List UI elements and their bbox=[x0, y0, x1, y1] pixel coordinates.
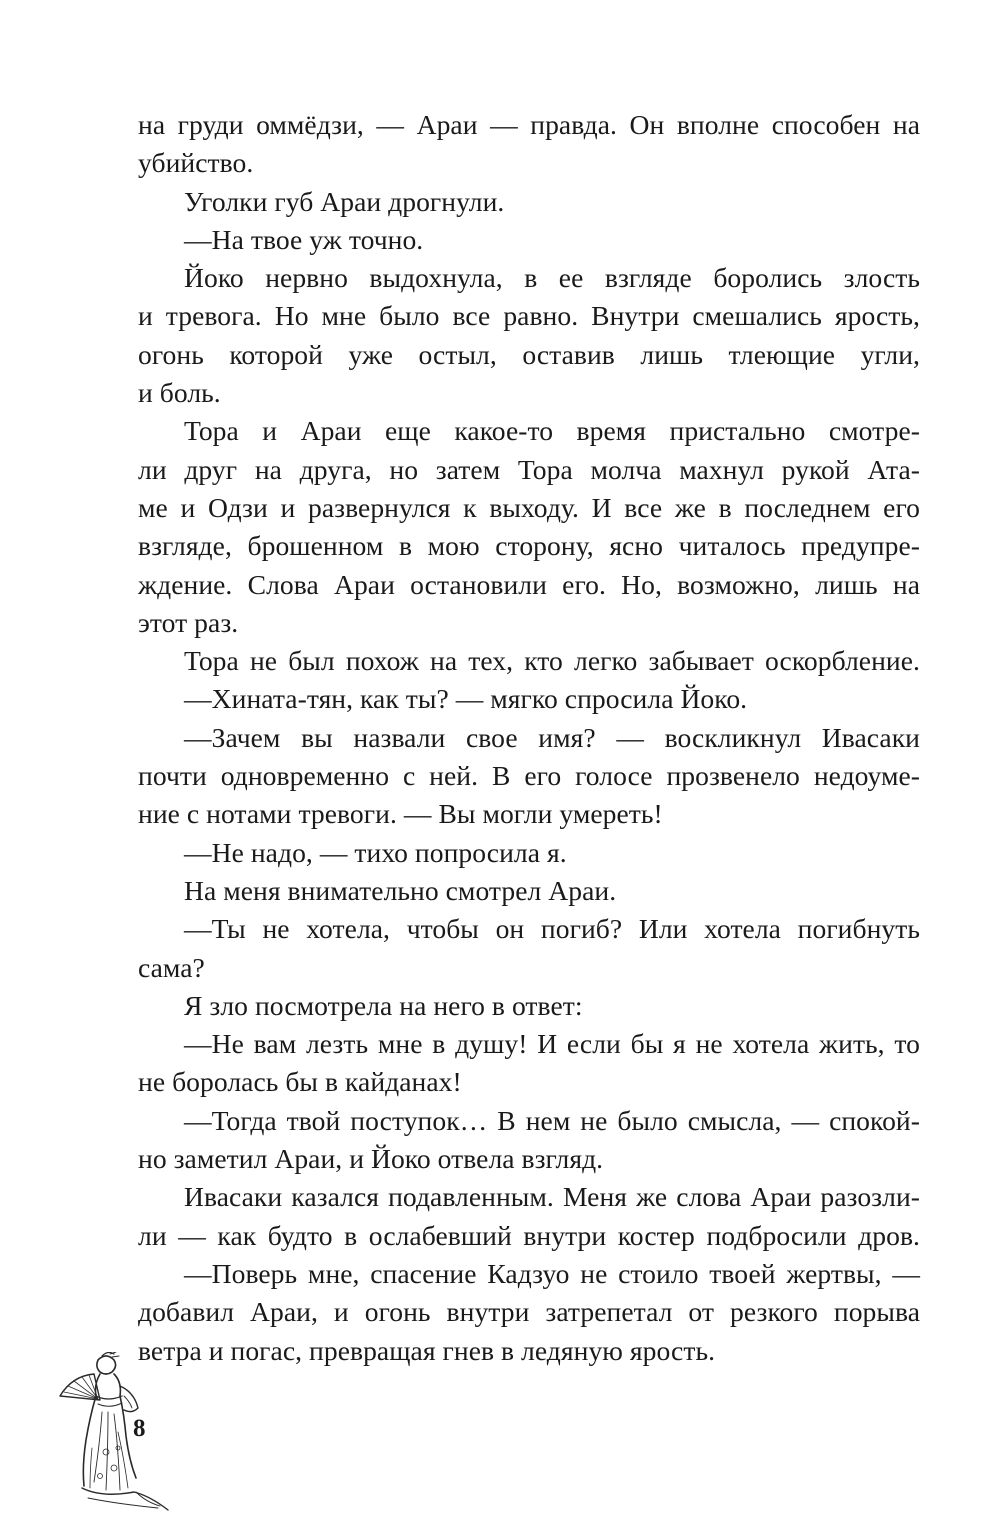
text-line: и боль. bbox=[138, 377, 221, 409]
text-line: Я зло посмотрела на него в ответ: bbox=[184, 989, 583, 1021]
text-line: убийство. bbox=[138, 147, 254, 179]
text-line: —Не надо, — тихо попросила я. bbox=[184, 836, 567, 868]
text-line: Тора и Араи еще какое-то время пристально смотре- bbox=[184, 415, 920, 447]
text-line: сама? bbox=[138, 951, 205, 983]
text-line: —Ты не хотела, чтобы он погиб? Или хотела погибнуть bbox=[184, 913, 920, 945]
text-line: На меня внимательно смотрел Араи. bbox=[184, 874, 617, 906]
text-line: ли — как будто в ослабевший внутри костер подбросили дров. bbox=[138, 1219, 920, 1251]
text-line: Тора не был похож на тех, кто легко забывает оскорбление. bbox=[184, 645, 920, 677]
text-line: не боролась бы в кайданах! bbox=[138, 1066, 462, 1098]
text-line: почти одновременно с ней. В его голосе прозвенело недоуме- bbox=[138, 760, 920, 792]
geisha-illustration-icon bbox=[52, 1352, 172, 1512]
text-line: добавил Араи, и огонь внутри затрепетал от резкого порыва bbox=[138, 1296, 920, 1328]
text-line: —Не вам лезть мне в душу! И если бы я не хотела жить, то bbox=[184, 1028, 920, 1060]
text-line: и тревога. Но мне было все равно. Внутри смешались ярость, bbox=[138, 300, 920, 332]
text-line: но заметил Араи, и Йоко отвела взгляд. bbox=[138, 1143, 604, 1175]
text-line: взгляде, брошенном в мою сторону, ясно читалось предупре- bbox=[138, 530, 920, 562]
page-number: 8 bbox=[133, 1415, 146, 1442]
text-line: на груди оммёдзи, — Араи — правда. Он вполне способен на bbox=[138, 109, 920, 140]
text-line: ветра и погас, превращая гнев в ледяную ярость. bbox=[138, 1334, 716, 1366]
body-text bbox=[138, 106, 920, 1370]
text-line: —Поверь мне, спасение Кадзуо не стоило твоей жертвы, — bbox=[184, 1257, 920, 1289]
text-line: —На твое уж точно. bbox=[184, 223, 424, 255]
text-line: ние с нотами тревоги. — Вы могли умереть! bbox=[138, 798, 663, 830]
text-line: —Тогда твой поступок… В нем не было смысла, — спокой- bbox=[184, 1104, 920, 1136]
text-line: ме и Одзи и развернулся к выходу. И все же в последнем его bbox=[138, 491, 920, 523]
text-line: —Зачем вы назвали свое имя? — воскликнул Ивасаки bbox=[184, 721, 920, 753]
text-line: огонь которой уже остыл, оставив лишь тлеющие угли, bbox=[138, 338, 920, 370]
text-line: Йоко нервно выдохнула, в ее взгляде боролись злость bbox=[184, 262, 920, 294]
text-line: Уголки губ Араи дрогнули. bbox=[184, 185, 505, 217]
text-line: ждение. Слова Араи остановили его. Но, возможно, лишь на bbox=[138, 568, 920, 600]
text-line: Ивасаки казался подавленным. Меня же слова Араи разозли- bbox=[184, 1181, 920, 1213]
text-line: ли друг на друга, но затем Тора молча махнул рукой Ата- bbox=[138, 453, 920, 485]
text-line: этот раз. bbox=[138, 606, 239, 638]
text-line: —Хината-тян, как ты? — мягко спросила Йоко. bbox=[184, 683, 748, 715]
